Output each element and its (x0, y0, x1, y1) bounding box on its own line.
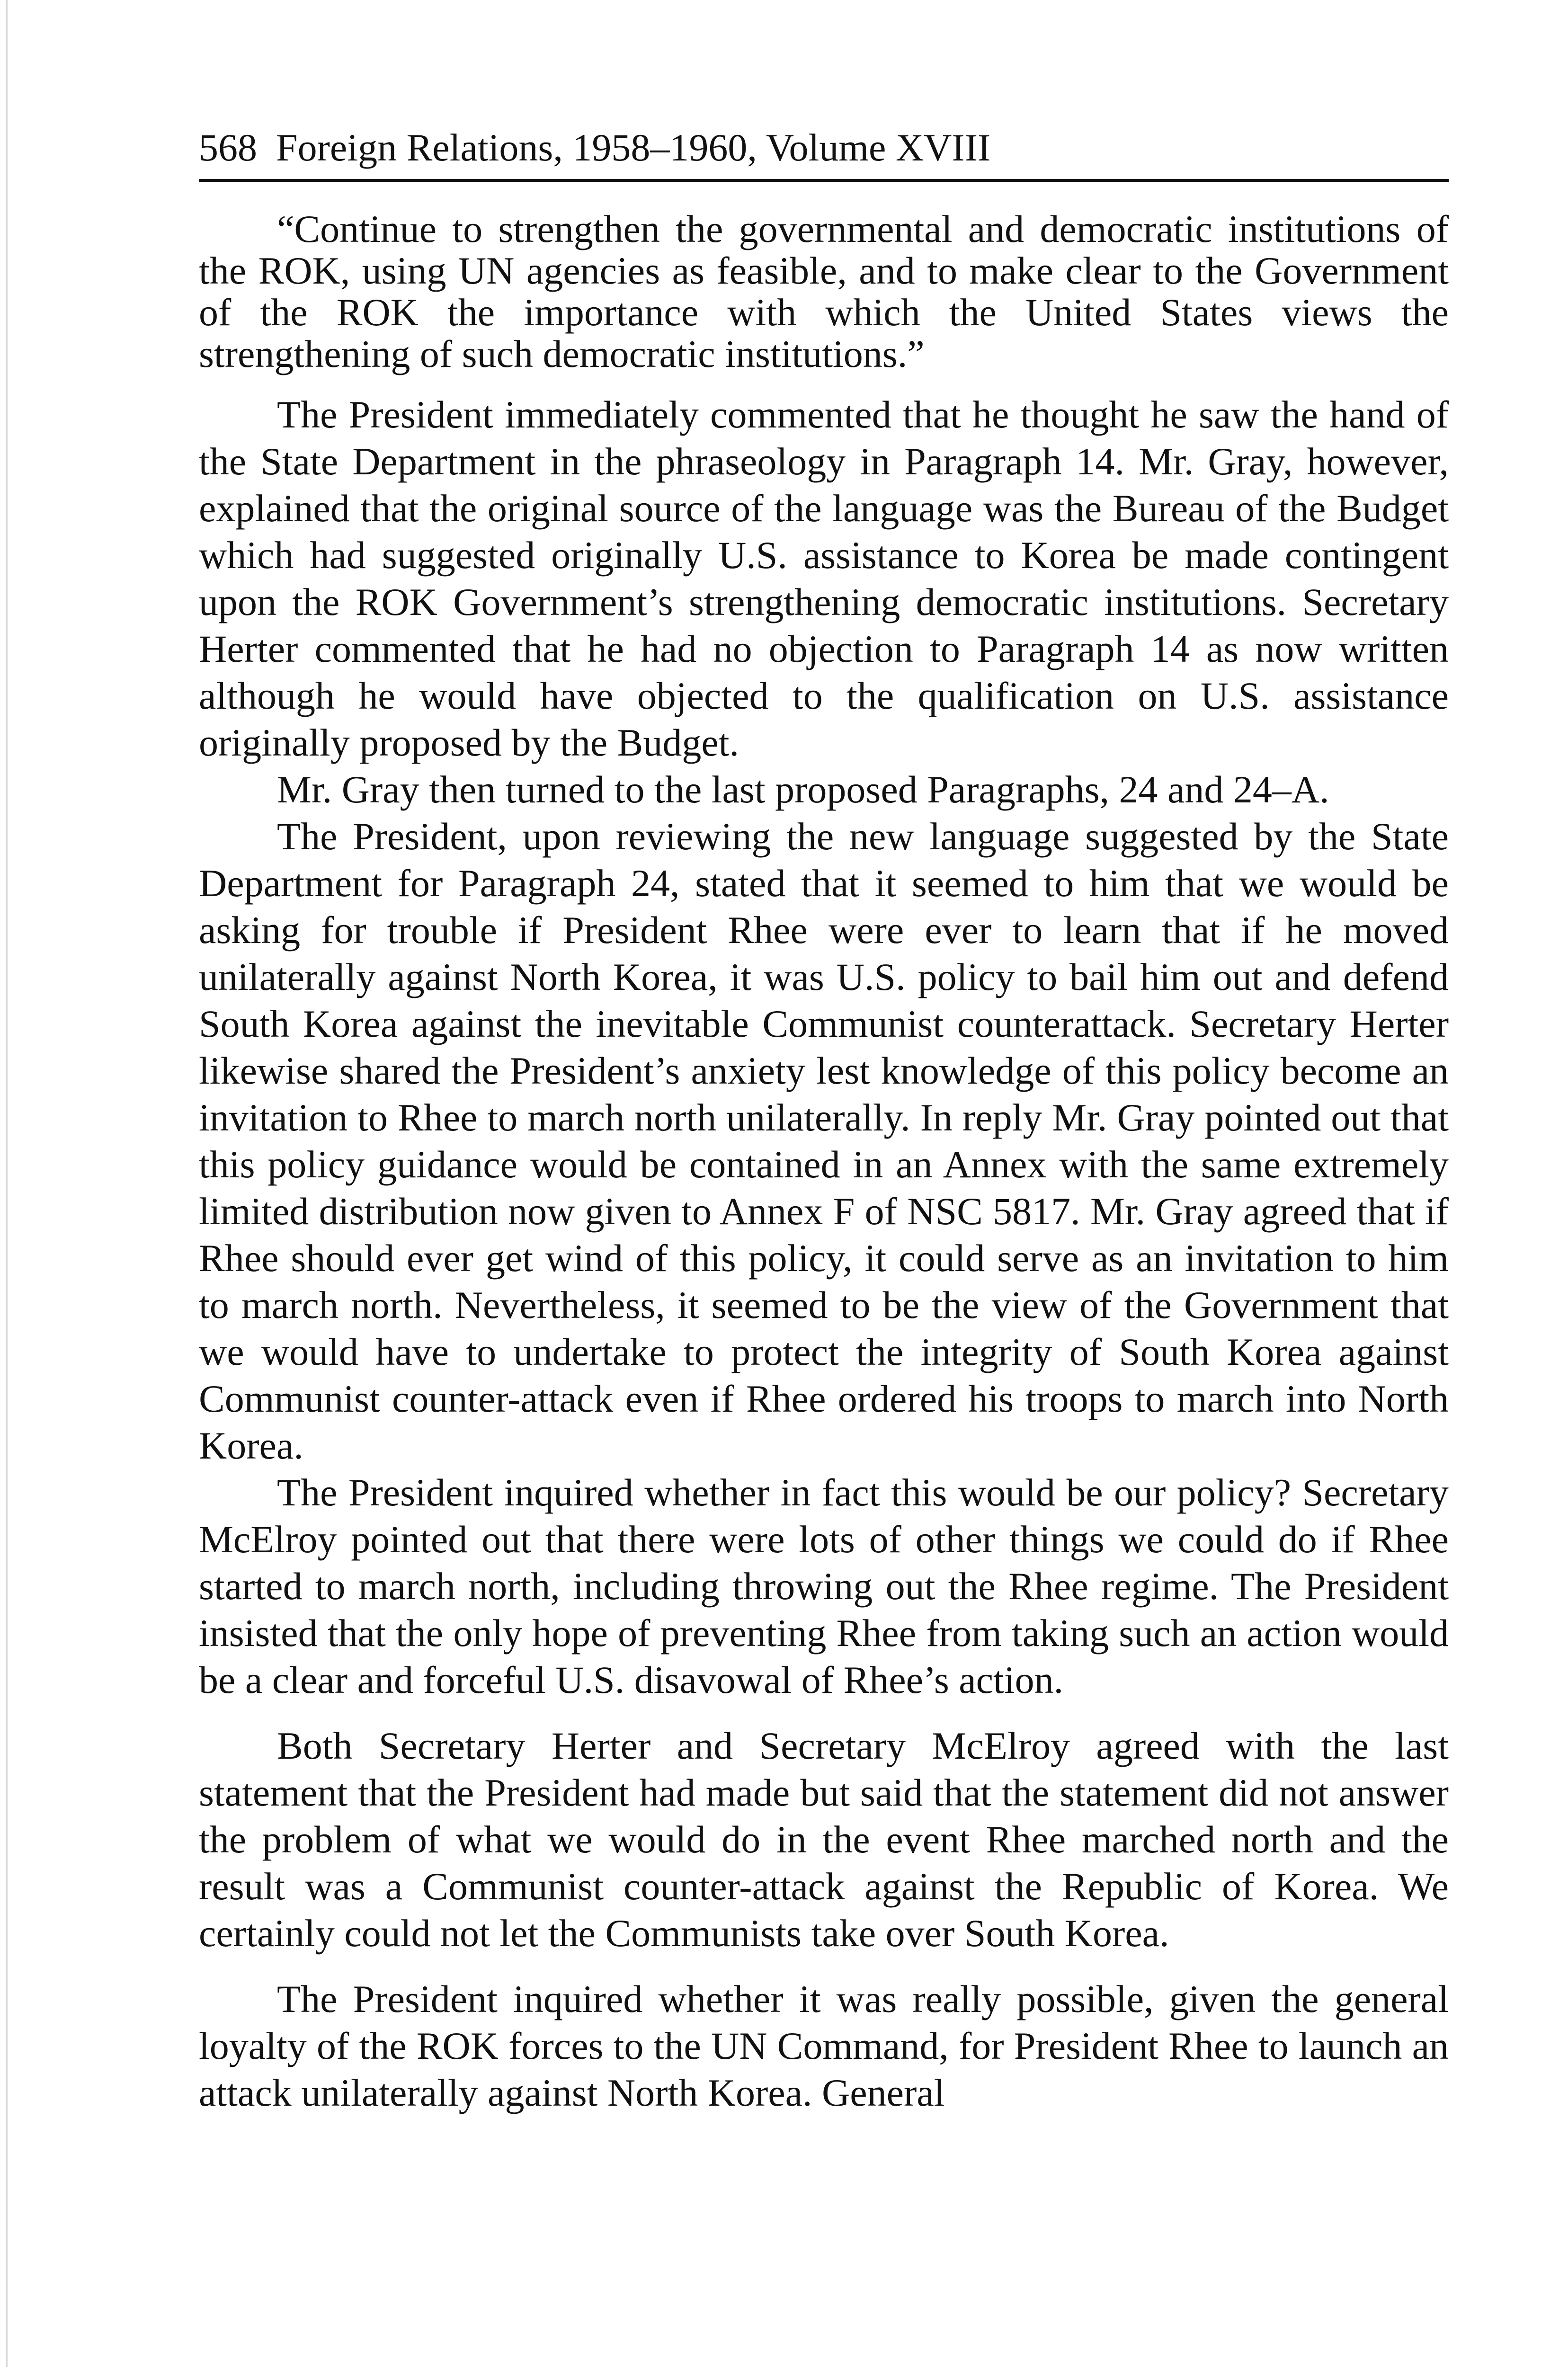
header-rule (199, 179, 1449, 182)
paragraph: The President, upon reviewing the new language suggested by the State Department for Paragraph 24, stated that it seemed to him that we would be asking for trouble if President Rhee were ever to learn that if he moved unilaterally against North Korea, it was U.S. policy to bail him out and defend South Korea against the inevitable Communist counterattack. Secretary Herter likewise shared the President’s anxiety lest knowledge of this policy become an invitation to Rhee to march north unilaterally. In reply Mr. Gray pointed out that this policy guidance would be contained in an Annex with the same extremely limited distribution now given to Annex F of NSC 5817. Mr. Gray agreed that if Rhee should ever get wind of this policy, it could serve as an invitation to him to march north. Nevertheless, it seemed to be the view of the Government that we would have to undertake to protect the integrity of South Korea against Communist counter-attack even if Rhee ordered his troops to march into North Korea. (199, 815, 1449, 1467)
page-number: 568 (199, 126, 257, 169)
quoted-paragraph-14: “Continue to strengthen the governmental and democratic institutions of the ROK, using UN agencies as feasible, and to make clear to the Government of the ROK the importance with which the United States views the strengthening of such democratic institutions.” (199, 207, 1449, 375)
paragraph: The President inquired whether in fact this would be our policy? Secretary McElroy pointed out that there were lots of other things we could do if Rhee started to march north, including throwing out the Rhee regime. The President insisted that the only hope of preventing Rhee from taking such an action would be a clear and forceful U.S. disavowal of Rhee’s action. (199, 1471, 1449, 1701)
paragraph: The President immediately commented that he thought he saw the hand of the State Department in the phraseology in Paragraph 14. Mr. Gray, however, explained that the original source of the language was the Bureau of the Budget which had suggested originally U.S. assistance to Korea be made contingent upon the ROK Government’s strengthening democratic institutions. Secretary Herter commented that he had no objection to Paragraph 14 as now written although he would have objected to the qualification on U.S. assistance originally proposed by the Budget. (199, 393, 1449, 764)
paragraph: The President inquired whether it was really possible, given the general loyalty of the ROK forces to the UN Command, for President Rhee to launch an attack unilaterally against North Korea. General (199, 1977, 1449, 2114)
running-head (199, 124, 1449, 171)
paragraph: Mr. Gray then turned to the last proposed Paragraphs, 24 and 24–A. (277, 768, 1329, 811)
paragraph: Both Secretary Herter and Secretary McElroy agreed with the last statement that the President had made but said that the statement did not answer the problem of what we would do in the event Rhee marched north and the result was a Communist counter-attack against the Republic of Korea. We certainly could not let the Communists take over South Korea. (199, 1724, 1449, 1955)
running-head-title: Foreign Relations, 1958–1960, Volume XVIII (276, 126, 991, 169)
page-edge-shadow (6, 0, 8, 2367)
body-text (199, 208, 1449, 2116)
